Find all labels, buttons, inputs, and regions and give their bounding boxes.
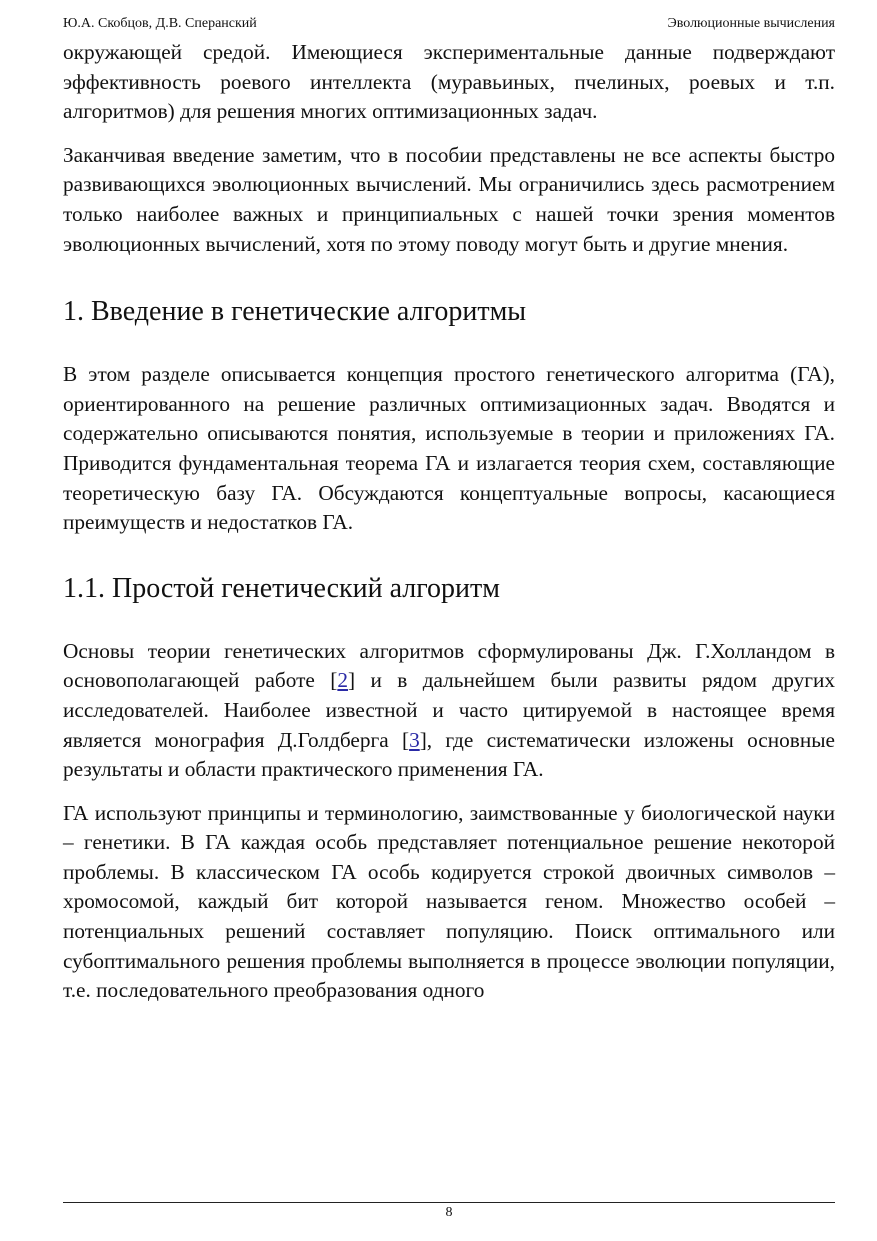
paragraph-text: ], где систематически изложены основные результаты и области практического применения ГА. [63, 727, 836, 782]
header-title: Эволюционные вычисления [667, 16, 835, 31]
section-heading-1-1: 1.1. Простой генетический алгоритм [63, 572, 500, 604]
paragraph-ga-foundations [63, 637, 835, 785]
running-header [63, 16, 835, 36]
page-body [63, 38, 835, 1006]
citation-link-3[interactable]: 3 [409, 727, 420, 752]
footer-divider [63, 1202, 835, 1203]
paragraph-text: ] и в дальнейшем были развиты рядом других исследователей. Наиболее известной и часто цитируемой в настоящее время является монография Д.Голдберга [ [63, 668, 836, 752]
paragraph-continuation: окружающей средой. Имеющиеся экспериментальные данные подверждают эффективность роевого интеллекта (муравьиных, пчелиных, роевых и т.п. алгоритмов) для решения многих оптимизационных задач. [63, 40, 835, 124]
paragraph-intro-conclusion: Заканчивая введение заметим, что в пособии представлены не все аспекты быстро развивающихся эволюционных вычислений. Мы ограничились здесь расмотрением только наиболее важных и принципиальных с нашей точки зрения моментов эволюционных вычислений, хотя по этому поводу могут быть и другие мнения. [63, 142, 835, 256]
page-number: 8 [445, 1205, 453, 1220]
header-authors: Ю.А. Скобцов, Д.В. Сперанский [63, 16, 257, 31]
section-heading-1: 1. Введение в генетические алгоритмы [63, 296, 527, 328]
paragraph-text: Основы теории генетических алгоритмов сформулированы Дж. Г.Холландом в основополагающей работе [ [63, 638, 835, 693]
paragraph-section-1: В этом разделе описывается концепция простого генетического алгоритма (ГА), ориентированного на решение различных оптимизационных задач. Вводятся и содержательно описываются понятия, используемые в теории и приложениях ГА. Приводится фундаментальная теорема ГА и излагается теория схем, составляющие теоретическую базу ГА. Обсуждаются концептуальные вопросы, касающиеся преимуществ и недостатков ГА. [63, 362, 835, 535]
paragraph-ga-terminology: ГА используют принципы и терминологию, заимствованные у биологической науки – генетики. В ГА каждая особь представляет потенциальное решение некоторой проблемы. В классическом ГА особь кодируется строкой двоичных символов – хромосомой, каждый бит которой называется геном. Множество особей – потенциальных решений составляет популяцию. Поиск оптимального или субоптимального решения проблемы выполняется в процессе эволюции популяции, т.е. последовательного преобразования одного [63, 800, 835, 1003]
citation-link-2[interactable]: 2 [337, 668, 349, 693]
